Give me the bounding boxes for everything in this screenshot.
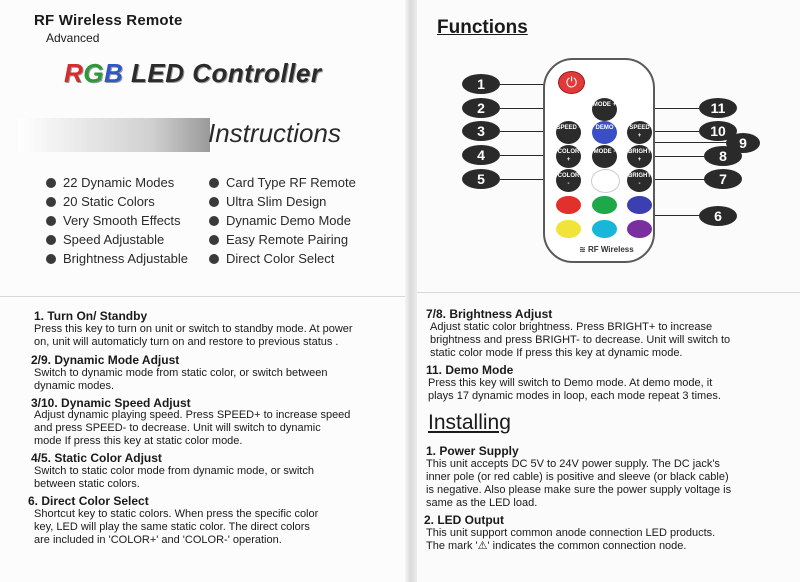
callout-line: [652, 215, 700, 216]
callout-4: 4: [462, 145, 500, 165]
bullet-icon: [209, 235, 219, 245]
remote-control: [543, 58, 655, 263]
section-body: [34, 367, 327, 393]
section-heading-demo: 11. Demo Mode: [426, 363, 514, 377]
bullet-icon: [209, 254, 219, 264]
body-line: between static colors.: [34, 478, 140, 490]
callout-8: 8: [704, 146, 742, 166]
color-key-cyan[interactable]: [592, 220, 617, 238]
section-heading-static-color: 4/5. Static Color Adjust: [31, 451, 162, 465]
body-line: key, LED will play the same static color. The direct colors: [34, 521, 310, 533]
body-line: same as the LED load.: [426, 497, 538, 509]
section-heading-turn-on: 1. Turn On/ Standby: [34, 309, 148, 323]
bullet-icon: [209, 197, 219, 207]
feature-label: 20 Static Colors: [63, 194, 155, 209]
callout-7: 7: [704, 169, 742, 189]
section-heading-brightness: 7/8. Brightness Adjust: [426, 307, 553, 321]
brand-subtitle: Advanced: [46, 31, 100, 45]
callout-1: 1: [462, 74, 500, 94]
color-key-yellow[interactable]: [556, 220, 581, 238]
section-body: [34, 409, 350, 448]
section-body: [34, 323, 353, 349]
page-fold: [405, 0, 417, 582]
color-key-white[interactable]: [591, 169, 620, 193]
callout-11: 11: [699, 98, 737, 118]
section-body: [426, 458, 731, 510]
body-line: on, unit will automaticly turn on and restore to previous status .: [34, 336, 339, 348]
feature-item: [209, 194, 326, 209]
bright-minus-button[interactable]: BRIGHT -: [627, 169, 652, 192]
body-line: Switch to static color mode from dynamic mode, or switch: [34, 465, 314, 477]
body-line: The mark '⚠' indicates the common connection node.: [426, 540, 687, 552]
section-heading-dynamic-mode: 2/9. Dynamic Mode Adjust: [31, 353, 180, 367]
feature-item: [46, 232, 164, 247]
section-heading-dynamic-speed: 3/10. Dynamic Speed Adjust: [31, 396, 191, 410]
feature-label: Easy Remote Pairing: [226, 232, 349, 247]
feature-label: Brightness Adjustable: [63, 251, 189, 266]
feature-label: Ultra Slim Design: [226, 194, 327, 209]
body-line: dynamic modes.: [34, 380, 115, 392]
callout-line: [652, 131, 699, 132]
rf-wireless-text: RF Wireless: [587, 245, 634, 254]
product-letter-b: B: [104, 58, 124, 88]
body-line: Press this key to turn on unit or switch to standby mode. At power: [34, 323, 353, 335]
brand-title: RF Wireless Remote: [34, 12, 183, 29]
body-line: This unit accepts DC 5V to 24V power supply. The DC jack's: [426, 458, 720, 470]
speed-minus-button[interactable]: SPEED -: [556, 121, 581, 144]
feature-label: Direct Color Select: [226, 251, 335, 266]
feature-item: [209, 175, 356, 190]
mode-minus-button[interactable]: MODE -: [592, 145, 617, 168]
section-body: [34, 508, 318, 547]
product-title: [64, 58, 321, 89]
body-line: Adjust dynamic playing speed. Press SPEED+ to increase speed: [34, 409, 351, 421]
section-heading-led-output: 2. LED Output: [424, 513, 504, 527]
power-button[interactable]: ⏻: [558, 71, 585, 94]
functions-title: Functions: [437, 17, 528, 38]
product-name: LED Controller: [123, 58, 322, 88]
body-line: are included in 'COLOR+' and 'COLOR-' operation.: [34, 534, 282, 546]
feature-label: 22 Dynamic Modes: [63, 175, 175, 190]
callout-line: [652, 179, 705, 180]
demo-button[interactable]: DEMO: [592, 121, 617, 144]
left-divider: [0, 296, 405, 297]
body-line: and press SPEED- to decrease. Unit will switch to dynamic: [34, 422, 321, 434]
color-key-green[interactable]: [592, 196, 617, 214]
feature-label: Speed Adjustable: [63, 232, 165, 247]
instructions-banner: [18, 118, 402, 152]
color-minus-button[interactable]: COLOR -: [556, 169, 581, 192]
body-line: Press this key will switch to Demo mode. At demo mode, it: [428, 377, 713, 389]
section-body: [426, 527, 715, 553]
bullet-icon: [46, 216, 56, 226]
callout-9: 9: [726, 133, 760, 153]
speed-plus-button[interactable]: SPEED +: [627, 121, 652, 144]
feature-item: [209, 213, 351, 228]
bullet-icon: [209, 216, 219, 226]
mode-plus-button[interactable]: MODE +: [592, 98, 617, 121]
bullet-icon: [46, 197, 56, 207]
body-line: This unit support common anode connection LED products.: [426, 527, 716, 539]
feature-item: [46, 194, 155, 209]
feature-label: Dynamic Demo Mode: [226, 213, 351, 228]
section-heading-power-supply: 1. Power Supply: [426, 444, 519, 458]
product-letter-g: G: [83, 58, 105, 88]
callout-6: 6: [699, 206, 737, 226]
bullet-icon: [46, 235, 56, 245]
feature-label: Very Smooth Effects: [63, 213, 181, 228]
section-body: [430, 321, 730, 360]
section-heading-direct-color: 6. Direct Color Select: [28, 494, 149, 508]
color-key-red[interactable]: [556, 196, 581, 214]
section-body: [34, 465, 314, 491]
section-body: [428, 377, 721, 403]
bright-plus-button[interactable]: BRIGHT +: [627, 145, 652, 168]
rf-wireless-label: ≋ RF Wireless: [579, 245, 634, 254]
feature-item: [46, 251, 188, 266]
body-line: static color mode If press this key at dynamic mode.: [430, 347, 683, 359]
body-line: Shortcut key to static colors. When press the specific color: [34, 508, 319, 520]
product-letter-r: R: [64, 58, 84, 88]
feature-item: [209, 251, 334, 266]
body-line: inner pole (or red cable) is positive and sleeve (or black cable): [426, 471, 729, 483]
body-line: plays 17 dynamic modes in loop, each mode repeat 3 times.: [428, 390, 721, 402]
bullet-icon: [46, 254, 56, 264]
bullet-icon: [209, 178, 219, 188]
body-line: mode If press this key at static color mode.: [34, 435, 243, 447]
callout-3: 3: [462, 121, 500, 141]
body-line: Adjust static color brightness. Press BRIGHT+ to increase: [430, 321, 713, 333]
color-plus-button[interactable]: COLOR +: [556, 145, 581, 168]
callout-line: [652, 156, 704, 157]
instructions-title: Instructions: [208, 118, 341, 148]
bullet-icon: [46, 178, 56, 188]
body-line: is negative. Also please make sure the power supply voltage is: [426, 484, 732, 496]
installing-title: Installing: [428, 411, 511, 434]
instructions-banner-gradient: [18, 118, 210, 152]
body-line: brightness and press BRIGHT- to decrease. Unit will switch to: [430, 334, 731, 346]
color-key-blue[interactable]: [627, 196, 652, 214]
feature-item: [46, 213, 181, 228]
callout-10: 10: [699, 121, 737, 141]
right-divider: [417, 292, 800, 293]
feature-item: [209, 232, 348, 247]
callout-5: 5: [462, 169, 500, 189]
callout-2: 2: [462, 98, 500, 118]
body-line: Switch to dynamic mode from static color, or switch between: [34, 367, 328, 379]
color-key-purple[interactable]: [627, 220, 652, 238]
feature-label: Card Type RF Remote: [226, 175, 356, 190]
feature-item: [46, 175, 174, 190]
